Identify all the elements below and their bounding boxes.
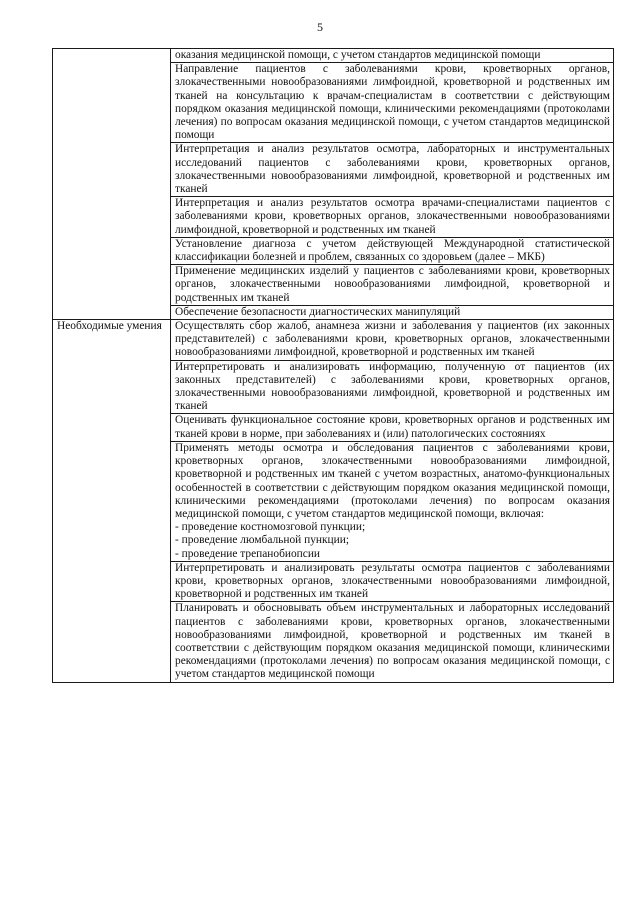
row-text: Интерпретация и анализ результатов осмотра врачами-специалистами пациентов с заболеваниями крови, кроветворных органов, злокачественными новообразованиями лимфоидной, кроветворной и родственных им тканей — [171, 197, 614, 238]
row-text: Интерпретировать и анализировать результаты осмотра пациентов с заболеваниями крови, кроветворных органов, злокачественными новообразованиями лимфоидной, кроветворной и родственных им тканей — [171, 561, 614, 602]
row-text: Направление пациентов с заболеваниями крови, кроветворных органов, злокачественными новообразованиями лимфоидной, кроветворной и родственных им тканей на консультацию к врачам-специалистам в соответствии с действующим порядком оказания медицинской помощи, клиническими рекомендациями (протоколами лечения) по вопросам оказания медицинской помощи, с учетом стандартов медицинской помощи — [171, 63, 614, 143]
list-item: - проведение костномозговой пункции; — [175, 521, 366, 534]
row-text: Оценивать функциональное состояние крови, кроветворных органов и родственных им тканей крови в норме, при заболеваниях и (или) патологических состояниях — [171, 414, 614, 441]
row-text: Применять методы осмотра и обследования пациентов с заболеваниями крови, кроветворных органов, злокачественными новообразованиями лимфоидной, кроветворной и родственных им тканей с учетом возрастных, анатомо-функциональных особенностей в соответствии с действующим порядком оказания медицинской помощи, клиническими рекомендациями (протоколами лечения) по вопросам оказания медицинской помощи, с учетом стандартов медицинской помощи, включая: — [175, 441, 610, 520]
row-text: Установление диагноза с учетом действующей Международной статистической классификации болезней и проблем, связанных со здоровьем (далее – МКБ) — [171, 237, 614, 264]
page-number: 5 — [317, 20, 323, 34]
table-row — [53, 320, 614, 361]
list-item: - проведение люмбальной пункции; — [175, 534, 349, 547]
requirements-table — [52, 48, 614, 683]
label-cell-empty — [53, 49, 171, 320]
list-item: - проведение трепанобиопсии — [175, 547, 321, 560]
row-text: Осуществлять сбор жалоб, анамнеза жизни и заболевания у пациентов (их законных представителей) с заболеваниями крови, кроветворных органов, злокачественными новообразованиями лимфоидной, кроветворной и родственных им тканей — [171, 320, 614, 361]
table-row — [53, 49, 614, 63]
row-text: оказания медицинской помощи, с учетом стандартов медицинской помощи — [171, 49, 614, 63]
row-text: Обеспечение безопасности диагностических манипуляций — [171, 305, 614, 319]
row-text-with-list — [171, 441, 614, 561]
row-text: Интерпретация и анализ результатов осмотра, лабораторных и инструментальных исследований пациентов с заболеваниями крови, кроветворных органов, злокачественными новообразованиями лимфоидной, кроветворной и родственных им тканей — [171, 143, 614, 197]
row-text: Применение медицинских изделий у пациентов с заболеваниями крови, кроветворных органов, злокачественными новообразованиями лимфоидной, кроветворной и родственных им тканей — [171, 265, 614, 306]
label-cell-skills: Необходимые умения — [53, 320, 171, 682]
row-text: Планировать и обосновывать объем инструментальных и лабораторных исследований пациентов с заболеваниями крови, кроветворных органов, злокачественными новообразованиями лимфоидной, кроветворной и родственных им тканей в соответствии с действующим порядком оказания медицинской помощи, клиническими рекомендациями (протоколами лечения) по вопросам оказания медицинской помощи, с учетом стандартов медицинской помощи — [171, 602, 614, 682]
row-text: Интерпретировать и анализировать информацию, полученную от пациентов (их законных представителей) с заболеваниями крови, кроветворных органов, злокачественными новообразованиями лимфоидной, кроветворной и родственных им тканей — [171, 360, 614, 414]
